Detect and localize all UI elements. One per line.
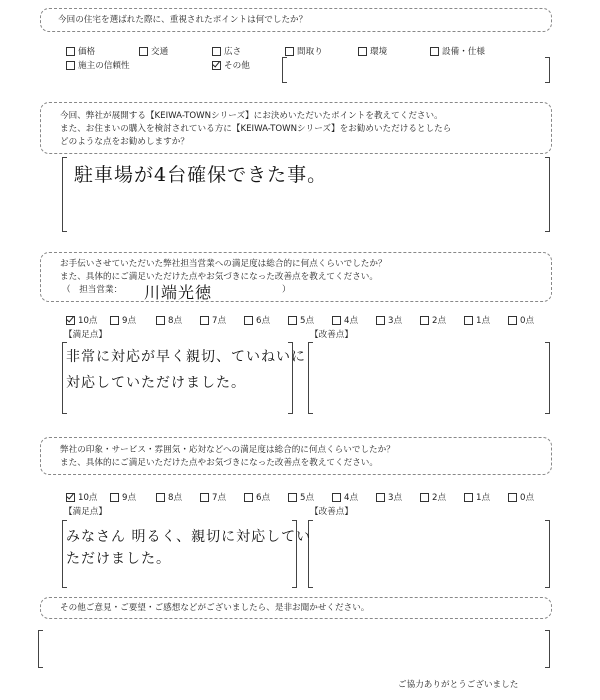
score-checkbox[interactable] [332, 316, 341, 325]
score-checkbox[interactable] [288, 316, 297, 325]
q4-score-option[interactable]: 6点 [244, 491, 270, 503]
score-checkbox-checked[interactable] [66, 316, 75, 325]
q4-score-option[interactable]: 4点 [332, 491, 358, 503]
q1-checkbox[interactable] [285, 47, 294, 56]
q1-option-environment[interactable]: 環境 [358, 45, 387, 57]
q1-other-bracket-right [545, 57, 550, 83]
score-checkbox[interactable] [464, 493, 473, 502]
q3-score-option[interactable]: 10点 [66, 314, 98, 326]
q4-score-option[interactable]: 8点 [156, 491, 182, 503]
q4-score-option[interactable]: 9点 [110, 491, 136, 503]
q4-score-option[interactable]: 0点 [508, 491, 534, 503]
score-checkbox[interactable] [200, 316, 209, 325]
score-checkbox[interactable] [464, 316, 473, 325]
q1-option-size[interactable]: 広さ [212, 45, 241, 57]
q1-checkbox-checked[interactable] [212, 61, 221, 70]
score-checkbox[interactable] [420, 493, 429, 502]
q4-score-option[interactable]: 1点 [464, 491, 490, 503]
q3-satisfied-answer-line-1: 非常に対応が早く親切、ていねいに [66, 349, 306, 365]
q1-checkbox[interactable] [430, 47, 439, 56]
q3-improve-bracket-right [545, 342, 550, 414]
score-checkbox[interactable] [156, 316, 165, 325]
score-checkbox[interactable] [110, 316, 119, 325]
q3-score-option[interactable]: 2点 [420, 314, 446, 326]
q4-satisfied-answer-line-2: ただけました。 [66, 551, 171, 567]
q4-satisfied-answer-line-1: みなさん 明るく、親切に対応してい [66, 529, 312, 545]
q1-checkbox[interactable] [66, 61, 75, 70]
q1-option-other[interactable]: その他 [212, 59, 250, 71]
score-checkbox[interactable] [376, 316, 385, 325]
q3-improve-bracket-left [308, 342, 313, 414]
score-checkbox[interactable] [200, 493, 209, 502]
q3-question-line-1: お手伝いさせていただいた弊社担当営業への満足度は総合的に何点くらいでしたか？ [60, 259, 387, 269]
q1-other-bracket-left [282, 57, 287, 83]
score-checkbox[interactable] [110, 493, 119, 502]
score-checkbox[interactable] [156, 493, 165, 502]
q1-question: 今回の住宅を選ばれた際に、重視されたポイントは何でしたか？ [58, 15, 308, 25]
q3-score-option[interactable]: 7点 [200, 314, 226, 326]
q2-question-line-3: どのような点をお勧めしますか？ [60, 137, 189, 147]
q5-question: その他ご意見・ご要望・ご感想などがございましたら、是非お聞かせください。 [60, 603, 370, 613]
q2-answer-bracket-left [62, 157, 67, 232]
q3-staff-close: ） [282, 285, 291, 295]
q2-question-line-2: また、お住まいの購入を検討されている方に【KEIWA-TOWNシリーズ】をお勧めいただけるとしたら [60, 124, 452, 134]
q3-score-option[interactable]: 8点 [156, 314, 182, 326]
q3-score-option[interactable]: 5点 [288, 314, 314, 326]
q3-satisfied-label: 【満足点】 [64, 330, 107, 340]
q3-score-option[interactable]: 0点 [508, 314, 534, 326]
q1-option-floorplan[interactable]: 間取り [285, 45, 323, 57]
q4-score-option[interactable]: 2点 [420, 491, 446, 503]
q4-satisfied-label: 【満足点】 [64, 507, 107, 517]
q3-improve-label: 【改善点】 [310, 330, 353, 340]
q1-option-price[interactable]: 価格 [66, 45, 95, 57]
score-checkbox[interactable] [244, 316, 253, 325]
q4-question-line-2: また、具体的にご満足いただけた点やお気づきになった改善点を教えてください。 [60, 458, 378, 468]
score-checkbox-checked[interactable] [66, 493, 75, 502]
score-checkbox[interactable] [244, 493, 253, 502]
score-checkbox[interactable] [508, 316, 517, 325]
q4-score-option[interactable]: 5点 [288, 491, 314, 503]
q1-checkbox[interactable] [212, 47, 221, 56]
q5-answer-bracket-left [38, 630, 43, 668]
score-checkbox[interactable] [332, 493, 341, 502]
q4-question-line-1: 弊社の印象・サービス・雰囲気・応対などへの満足度は総合的に何点くらいでしたか？ [60, 445, 395, 455]
q1-option-reliability[interactable]: 施主の信頼性 [66, 59, 130, 71]
q4-score-option[interactable]: 7点 [200, 491, 226, 503]
q3-staff-label: （ 担当営業： [62, 285, 123, 295]
q3-score-option[interactable]: 1点 [464, 314, 490, 326]
q3-question-line-2: また、具体的にご満足いただけた点やお気づきになった改善点を教えてください。 [60, 272, 378, 282]
q4-improve-label: 【改善点】 [310, 507, 353, 517]
footer-thanks: ご協力ありがとうございました [398, 680, 519, 690]
q4-score-option[interactable]: 10点 [66, 491, 98, 503]
q3-satisfied-answer-line-2: 対応していただけました。 [66, 375, 246, 391]
q1-option-equipment[interactable]: 設備・仕様 [430, 45, 485, 57]
q2-handwritten-answer: 駐車場が4台確保できた事。 [74, 164, 328, 186]
q3-score-option[interactable]: 9点 [110, 314, 136, 326]
q3-score-option[interactable]: 6点 [244, 314, 270, 326]
q5-answer-bracket-right [545, 630, 550, 668]
q4-improve-bracket-right [545, 520, 550, 588]
q1-checkbox[interactable] [358, 47, 367, 56]
q4-score-option[interactable]: 3点 [376, 491, 402, 503]
q2-question-line-1: 今回、弊社が展開する【KEIWA-TOWNシリーズ】にお決めいただいたポイントを教えてください。 [60, 111, 443, 121]
q3-score-option[interactable]: 3点 [376, 314, 402, 326]
q1-checkbox[interactable] [139, 47, 148, 56]
q3-score-option[interactable]: 4点 [332, 314, 358, 326]
score-checkbox[interactable] [288, 493, 297, 502]
score-checkbox[interactable] [508, 493, 517, 502]
q2-answer-bracket-right [545, 157, 550, 232]
q1-option-transport[interactable]: 交通 [139, 45, 168, 57]
score-checkbox[interactable] [376, 493, 385, 502]
score-checkbox[interactable] [420, 316, 429, 325]
q4-question-box [40, 437, 552, 475]
q3-staff-name: 川端光徳 [144, 283, 213, 302]
q1-checkbox[interactable] [66, 47, 75, 56]
